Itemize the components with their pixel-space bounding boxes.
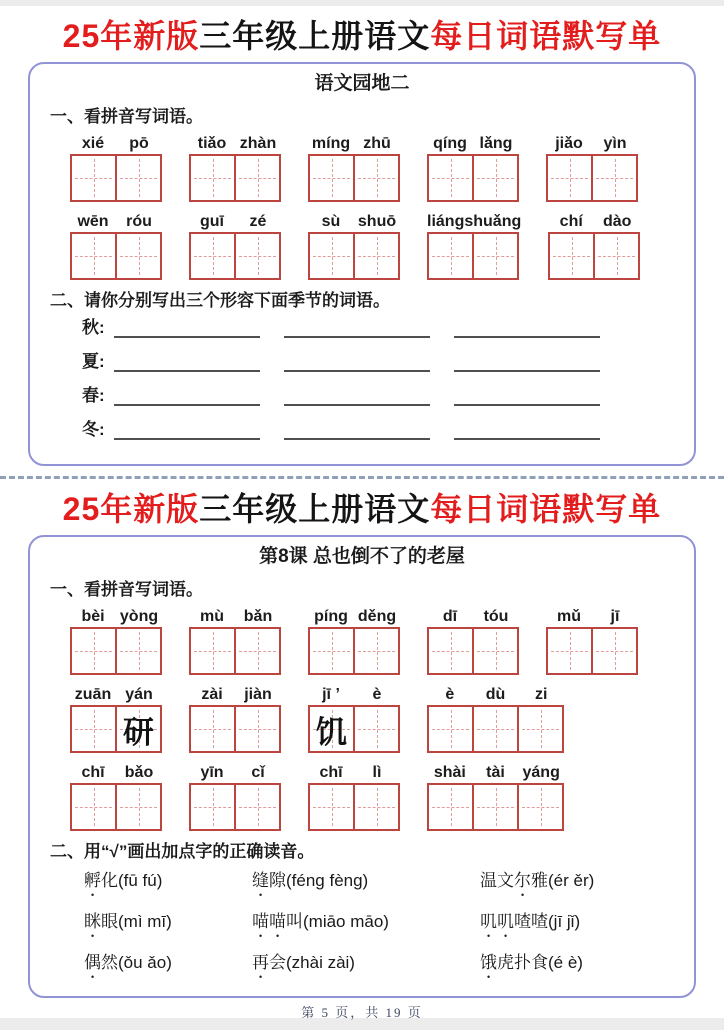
- pinyin-syllable: chī: [319, 764, 343, 781]
- phrase-text: 叫(miāo māo): [286, 912, 389, 931]
- question1-label-page2: 一、看拼音写词语。: [50, 580, 203, 599]
- pinyin-syllable: qíng: [433, 135, 467, 152]
- pinyin-label: [189, 132, 281, 153]
- writing-cell-group: [308, 627, 400, 675]
- pinyin-grid-page2: [48, 605, 676, 831]
- pronunciation-choice-item[interactable]: [480, 869, 676, 900]
- title-part-black: 三年级上册语文: [199, 491, 431, 527]
- pinyin-word-group: [546, 132, 638, 202]
- pinyin-label: [189, 683, 281, 704]
- writing-cell[interactable]: [234, 232, 281, 280]
- season-label: 春:: [82, 386, 105, 405]
- season-blanks: [82, 316, 676, 440]
- writing-cell[interactable]: [234, 154, 281, 202]
- writing-cell[interactable]: [115, 783, 162, 831]
- lesson-title-page1: 语文园地二: [314, 73, 410, 94]
- writing-cell[interactable]: [472, 154, 519, 202]
- writing-cell[interactable]: [427, 154, 474, 202]
- writing-cell[interactable]: [517, 705, 564, 753]
- pinyin-syllable: zhàn: [239, 135, 277, 152]
- pinyin-word-group: [189, 210, 281, 280]
- season-label: 秋:: [82, 318, 105, 337]
- answer-blank-line[interactable]: [114, 316, 260, 338]
- writing-cell[interactable]: [427, 783, 474, 831]
- pinyin-syllable: dào: [603, 213, 632, 230]
- pinyin-label: [427, 683, 564, 704]
- answer-blank-line[interactable]: [114, 384, 260, 406]
- pinyin-syllable: zuān: [74, 686, 112, 703]
- writing-cell[interactable]: [353, 783, 400, 831]
- pinyin-syllable: yòng: [119, 608, 159, 625]
- pinyin-label: [308, 132, 400, 153]
- dotted-character: 眯: [84, 912, 101, 931]
- season-row: [82, 384, 676, 406]
- pronunciation-choice-item[interactable]: [252, 869, 480, 900]
- question2-label-page1: 二、请你分别写出三个形容下面季节的词语。: [50, 291, 390, 310]
- pinyin-syllable: děng: [357, 608, 397, 625]
- writing-cell[interactable]: [427, 705, 474, 753]
- pinyin-word-group: [189, 605, 281, 675]
- pinyin-syllable: míng: [311, 135, 351, 152]
- pinyin-syllable: bèi: [81, 608, 105, 625]
- writing-cell[interactable]: [427, 232, 474, 280]
- title-part-red1: 25年新版: [62, 18, 200, 54]
- writing-cell-group: [427, 154, 519, 202]
- dotted-character: 喵喵: [252, 912, 286, 931]
- answer-blank-line[interactable]: [454, 350, 600, 372]
- pinyin-word-group: [70, 683, 162, 753]
- writing-cell[interactable]: [472, 232, 519, 280]
- writing-cell[interactable]: [189, 232, 236, 280]
- title-part-red2: 每日词语默写单: [430, 491, 662, 527]
- pinyin-word-group: [308, 605, 400, 675]
- writing-cell[interactable]: [591, 154, 638, 202]
- dotted-character: 叽叽: [480, 912, 514, 931]
- pronunciation-choice-item[interactable]: [84, 910, 252, 941]
- pinyin-syllable: dī: [442, 608, 458, 625]
- writing-cell-group: [548, 232, 640, 280]
- pinyin-word-group: [308, 132, 400, 202]
- answer-blank-line[interactable]: [284, 350, 430, 372]
- writing-cell[interactable]: [115, 627, 162, 675]
- pinyin-label: [308, 761, 400, 782]
- writing-cell-group: [189, 705, 281, 753]
- pinyin-label: [189, 761, 281, 782]
- phrase-text: 虎扑食(é è): [497, 953, 583, 972]
- writing-cell-group: [308, 232, 400, 280]
- pinyin-label: [308, 210, 400, 231]
- dotted-character: 缝: [252, 871, 269, 890]
- pinyin-syllable: bǎn: [243, 608, 273, 625]
- writing-cell-group: [546, 627, 638, 675]
- writing-cell[interactable]: [70, 783, 117, 831]
- lesson-title-page2: 第8课 总也倒不了的老屋: [259, 546, 465, 567]
- writing-cell-group: [546, 154, 638, 202]
- writing-cell[interactable]: [308, 627, 355, 675]
- pinyin-word-group: [70, 605, 162, 675]
- pinyin-syllable: guī: [200, 213, 224, 230]
- pinyin-syllable: bǎo: [124, 764, 154, 781]
- pinyin-label: [427, 761, 564, 782]
- writing-cell[interactable]: [308, 783, 355, 831]
- pronunciation-choice-item[interactable]: [252, 910, 480, 941]
- writing-cell[interactable]: [115, 154, 162, 202]
- pinyin-word-group: [189, 683, 281, 753]
- writing-cell[interactable]: [70, 232, 117, 280]
- writing-cell[interactable]: [591, 627, 638, 675]
- writing-cell[interactable]: [115, 232, 162, 280]
- title-part-black: 三年级上册语文: [199, 18, 431, 54]
- pinyin-word-row: [70, 210, 676, 280]
- answer-blank-line[interactable]: [454, 316, 600, 338]
- pinyin-syllable: shuǎng: [464, 213, 522, 230]
- pinyin-label: [427, 210, 521, 231]
- title-part-red2: 每日词语默写单: [430, 18, 662, 54]
- writing-cell[interactable]: [234, 705, 281, 753]
- pinyin-word-group: [308, 683, 400, 753]
- writing-cell-group: [308, 705, 400, 753]
- pinyin-word-row: [70, 761, 676, 831]
- phrase-text: 雅(ér ěr): [531, 871, 595, 890]
- season-row: [82, 350, 676, 372]
- pinyin-word-group: [546, 605, 638, 675]
- pinyin-word-group: [70, 132, 162, 202]
- pinyin-word-row: [70, 132, 676, 202]
- pinyin-syllable: chí: [559, 213, 583, 230]
- writing-cell[interactable]: [189, 705, 236, 753]
- season-row: [82, 418, 676, 440]
- pinyin-label: [546, 132, 638, 153]
- pinyin-syllable: shài: [433, 764, 466, 781]
- writing-cell-group: [427, 232, 521, 280]
- pinyin-word-group: [427, 605, 519, 675]
- writing-cell-group: [70, 627, 162, 675]
- writing-cell-group: [70, 705, 162, 753]
- pinyin-label: [70, 210, 162, 231]
- pinyin-word-group: [70, 761, 162, 831]
- pinyin-syllable: tóu: [483, 608, 509, 625]
- writing-cell[interactable]: [353, 232, 400, 280]
- writing-cell-group: [189, 154, 281, 202]
- answer-blank-line[interactable]: [284, 384, 430, 406]
- writing-cell-group: [189, 232, 281, 280]
- answer-blank-line[interactable]: [454, 418, 600, 440]
- dotted-character: 再: [252, 953, 269, 972]
- pinyin-label: [427, 605, 519, 626]
- writing-cell[interactable]: [472, 705, 519, 753]
- pinyin-syllable: shuō: [357, 213, 397, 230]
- pronunciation-choice-item[interactable]: [84, 951, 252, 982]
- pinyin-word-group: [308, 210, 400, 280]
- pronunciation-choice-item[interactable]: [480, 910, 676, 941]
- writing-cell[interactable]: [353, 627, 400, 675]
- writing-cell[interactable]: [70, 705, 117, 753]
- pronunciation-choice-item[interactable]: [84, 869, 252, 900]
- writing-cell[interactable]: [115, 705, 162, 753]
- pinyin-syllable: pō: [129, 135, 149, 152]
- writing-cell[interactable]: [548, 232, 595, 280]
- pinyin-label: [70, 683, 162, 704]
- writing-cell[interactable]: [70, 154, 117, 202]
- writing-cell-group: [189, 783, 281, 831]
- writing-cell[interactable]: [234, 783, 281, 831]
- pinyin-syllable: yán: [125, 686, 153, 703]
- pinyin-syllable: píng: [314, 608, 348, 625]
- pinyin-syllable: dù: [485, 686, 506, 703]
- pinyin-label: [548, 210, 640, 231]
- writing-cell-group: [189, 627, 281, 675]
- writing-cell[interactable]: [427, 627, 474, 675]
- pinyin-syllable: chī: [81, 764, 105, 781]
- worksheet-title: [0, 6, 724, 56]
- pinyin-syllable: yáng: [522, 764, 560, 781]
- writing-cell-group: [427, 627, 519, 675]
- pinyin-label: [189, 605, 281, 626]
- pinyin-label: [308, 605, 400, 626]
- writing-cell[interactable]: [308, 705, 355, 753]
- phrase-text: 隙(féng fèng): [269, 871, 369, 890]
- prefilled-character: 饥: [316, 714, 347, 750]
- page-panel-2: [28, 535, 696, 998]
- pinyin-label: [308, 683, 400, 704]
- pinyin-syllable: jī: [610, 608, 620, 625]
- pinyin-word-group: [427, 132, 519, 202]
- page-number: 第 5 页，共 19 页: [301, 1005, 423, 1020]
- pinyin-label: [70, 761, 162, 782]
- writing-cell-group: [70, 154, 162, 202]
- pronunciation-choice-item[interactable]: [480, 951, 676, 982]
- pinyin-syllable: jiàn: [244, 686, 272, 703]
- writing-cell[interactable]: [189, 783, 236, 831]
- pinyin-word-group: [427, 761, 564, 831]
- phrase-text: 眼(mì mī): [101, 912, 172, 931]
- pronunciation-choice-item[interactable]: [252, 951, 480, 982]
- answer-blank-line[interactable]: [454, 384, 600, 406]
- dotted-character: 尔: [514, 871, 531, 890]
- pinyin-syllable: yīn: [200, 764, 224, 781]
- pinyin-syllable: tài: [486, 764, 505, 781]
- prefilled-character: 研: [123, 714, 154, 750]
- writing-cell[interactable]: [472, 627, 519, 675]
- dotted-character: 饿: [480, 953, 497, 972]
- phrase-text: 会(zhài zài): [269, 953, 355, 972]
- pinyin-word-group: [427, 210, 521, 280]
- dotted-character: 偶: [84, 953, 101, 972]
- pinyin-syllable: mǔ: [557, 608, 581, 625]
- worksheet-sheet: [0, 6, 724, 1018]
- pinyin-syllable: zhū: [363, 135, 391, 152]
- pinyin-word-group: [70, 210, 162, 280]
- phrase-text: 喳喳(jī jǐ): [514, 912, 581, 931]
- writing-cell-group: [427, 705, 564, 753]
- phrase-text: 温文: [480, 871, 514, 890]
- pinyin-syllable: lǎng: [479, 135, 513, 152]
- pinyin-label: [70, 605, 162, 626]
- writing-cell-group: [70, 232, 162, 280]
- writing-cell[interactable]: [593, 232, 640, 280]
- pinyin-syllable: jī ’: [322, 686, 340, 703]
- writing-cell[interactable]: [70, 627, 117, 675]
- pinyin-word-group: [427, 683, 564, 753]
- season-label: 冬:: [82, 420, 105, 439]
- pinyin-syllable: zé: [249, 213, 267, 230]
- pinyin-syllable: sù: [321, 213, 341, 230]
- pinyin-label: [546, 605, 638, 626]
- writing-cell-group: [308, 783, 400, 831]
- pinyin-syllable: mù: [200, 608, 224, 625]
- writing-cell[interactable]: [308, 232, 355, 280]
- pinyin-syllable: è: [372, 686, 382, 703]
- pinyin-syllable: zi: [534, 686, 548, 703]
- pinyin-syllable: cǐ: [251, 764, 265, 781]
- pinyin-grid-page1: [48, 132, 676, 280]
- season-row: [82, 316, 676, 338]
- pinyin-syllable: è: [445, 686, 455, 703]
- writing-cell-group: [70, 783, 162, 831]
- pinyin-label: [189, 210, 281, 231]
- pinyin-word-group: [548, 210, 640, 280]
- phrase-text: 化(fū fú): [101, 871, 163, 890]
- writing-cell[interactable]: [517, 783, 564, 831]
- answer-blank-line[interactable]: [114, 418, 260, 440]
- worksheet-title-2: [0, 479, 724, 529]
- answer-blank-line[interactable]: [114, 350, 260, 372]
- writing-cell[interactable]: [189, 627, 236, 675]
- writing-cell[interactable]: [308, 154, 355, 202]
- pinyin-syllable: jiǎo: [555, 135, 583, 152]
- writing-cell[interactable]: [472, 783, 519, 831]
- writing-cell[interactable]: [546, 627, 593, 675]
- answer-blank-line[interactable]: [284, 316, 430, 338]
- pronunciation-choices: [84, 869, 676, 982]
- page-panel-1: [28, 62, 696, 466]
- pinyin-word-group: [189, 132, 281, 202]
- pinyin-syllable: róu: [126, 213, 152, 230]
- pinyin-word-group: [308, 761, 400, 831]
- season-label: 夏:: [82, 352, 105, 371]
- pinyin-word-row: [70, 605, 676, 675]
- pinyin-syllable: yìn: [603, 135, 627, 152]
- phrase-text: 然(ǒu ǎo): [101, 953, 172, 972]
- pinyin-syllable: lì: [372, 764, 382, 781]
- pinyin-word-group: [189, 761, 281, 831]
- writing-cell[interactable]: [353, 154, 400, 202]
- writing-cell-group: [427, 783, 564, 831]
- title-part-red1: 25年新版: [62, 491, 200, 527]
- pinyin-syllable: xié: [81, 135, 105, 152]
- pinyin-syllable: tiǎo: [197, 135, 227, 152]
- writing-cell[interactable]: [546, 154, 593, 202]
- pinyin-syllable: wēn: [77, 213, 109, 230]
- writing-cell[interactable]: [189, 154, 236, 202]
- pinyin-label: [70, 132, 162, 153]
- pinyin-label: [427, 132, 519, 153]
- dotted-character: 孵: [84, 871, 101, 890]
- pinyin-syllable: liáng: [427, 213, 465, 230]
- pinyin-syllable: zài: [201, 686, 223, 703]
- pinyin-word-row: [70, 683, 676, 753]
- answer-blank-line[interactable]: [284, 418, 430, 440]
- writing-cell-group: [308, 154, 400, 202]
- question2-label-page2: 二、用“√”画出加点字的正确读音。: [50, 842, 315, 861]
- writing-cell[interactable]: [234, 627, 281, 675]
- question1-label-page1: 一、看拼音写词语。: [50, 107, 203, 126]
- writing-cell[interactable]: [353, 705, 400, 753]
